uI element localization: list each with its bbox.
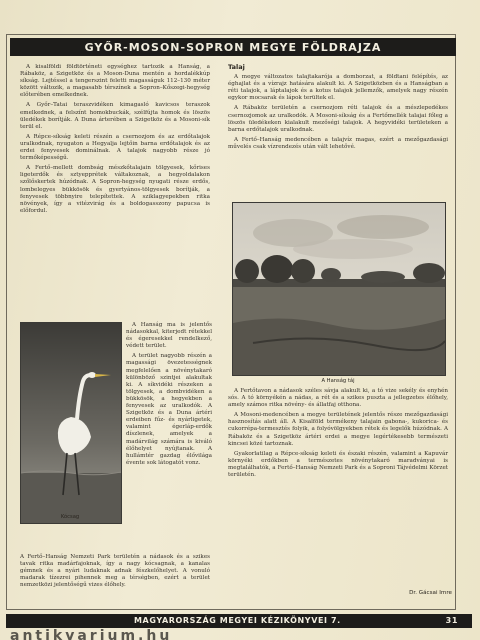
author-signature: Dr. Gácsai Imre xyxy=(409,590,452,596)
left-column xyxy=(20,64,210,218)
page-footer xyxy=(6,614,472,628)
right-paragraph: A megye változatos talajtakarója a domborzat, a földtani felépítés, az éghajlat és a vízrajz hatására alakult ki. A Szigetközben és a Hanságban a réti talajok, a láptalajok és a kotus talajok jellemzők, amelyek nagy részén egykor mocsarak és lápok terültek el. xyxy=(228,74,448,102)
bottom-paragraph: A Fertő–Hanság Nemzeti Park területén a nádasok és a szikes tavak ritka madárfajoknak, így a nagy kócsagnak, a kanalas gémnek és a nyári ludaknak adnak fészkelőhelyet. A vonuló madarak tízezrei pihennek meg a térségben, ezért a terület nemzetközi jelentőségű vizes élőhely. xyxy=(20,554,210,589)
wrap-paragraph: A terület nagyobb részén a magassági övezetességnek megfelelően a növénytakaró különböző szintjei alakultak ki. A síkvidéki részeken a tölgyesek, a dombvidéken a bükkösök, a hegyekben a fenyvesek az uralkodók. A Szigetköz és a Duna ártéri erdeiben fűz- és nyárligetek, valamint égerláp-erdők díszlenek, amelyek a madárvilág számára is kiváló élőhelyet nyújtanak. A hullámtér gazdag élővilága évente sok látogatót vonz. xyxy=(126,353,212,466)
left-paragraph: A Répce-síkság keleti részén a csernozjom és az erdőtalajok uralkodnak, nyugaton a Hegyalja lejtőin barna erdőtalajok és az erdei fenyvesek dominálnak. A talajok nagyobb része jó termőképességű. xyxy=(20,133,210,162)
right-paragraph: A Fertő–Hanság medencében a talajvíz magas, ezért a mezőgazdasági művelés csak vízrendezés után vált lehetővé. xyxy=(228,136,448,150)
egret-caption: Kócsag xyxy=(60,514,80,520)
page-number: 31 xyxy=(445,616,458,625)
left-paragraph: A kisalföldi földtörténeti egységhez tartozik a Hanság, a Rábaköz, a Szigetköz és a Moson-Duna mentén a hordalékkúp síkság. Lejtéssel a tengerszint feletti magasságuk 112–130 méter között változik, a magasabb térszínek a Sopron–Kőszegi-hegység előterében emelkednek. xyxy=(20,64,210,99)
field-photo xyxy=(232,202,446,376)
page-header xyxy=(10,38,456,56)
right-paragraph: Gyakorlatilag a Répce-síkság keleti és északi részén, valamint a Kapuvár környéki erdőkben a természetes növénytakaró maradványai is megtalálhatók, a Fertő–Hanság Nemzeti Park és a Soproni Tájvédelmi Körzet területén. xyxy=(228,450,448,479)
right-paragraph: A Mosoni-medencében a megye területének jelentős része mezőgazdasági hasznosítás alatt áll. A Kisalföld termékeny talajain gabona-, kukorica- és cukorrépa-termesztés folyik, a folyóvölgyekben rétek és legelők húzódnak. A Rábaköz és a Szigetköz ártéri erdei a megye legértékesebb természeti kincsei közé tartoznak. xyxy=(228,412,448,447)
bottom-left-text xyxy=(20,554,210,589)
wrap-column xyxy=(126,322,212,470)
wrap-paragraph: A Hanság ma is jelentős nádasokkal, kiterjedt rétekkel és égeresekkel rendelkező, védett terület. xyxy=(126,322,212,350)
right-column xyxy=(228,64,448,154)
field-caption: A Hanság táj xyxy=(321,378,355,384)
right-paragraph: A Rábaköz területén a csernozjom réti talajok és a mészlepedékes csernozjomok az uralkodók. A Mosoni-síkság és a Fertőmellék talajai főleg a löszös üledékeken kialakult mezőségi talajok. A hegyvidéki területeken a barna erdőtalajok uralkodnak. xyxy=(228,105,448,133)
page-title: GYŐR-MOSON-SOPRON MEGYE FÖLDRAJZA xyxy=(84,40,382,54)
footer-title: MAGYARORSZÁG MEGYEI KÉZIKÖNYVEI 7. xyxy=(134,616,341,625)
section-heading: Talaj xyxy=(228,63,245,71)
watermark-text: antikvarium.hu xyxy=(10,628,173,640)
right-column-lower xyxy=(228,388,448,482)
egret-photo xyxy=(20,322,122,524)
field-illustration xyxy=(233,203,445,375)
left-paragraph: A Fertő–mellett dombság mészkőtalajain tölgyesek, kőrises ligeterdők és sztyepprétek váltakoznak, a hegyoldalakon szőlőskertek húzódnak. A Sopron-hegység nyugati része erdős, lombelegyes bükkösök és gyertyános-tölgyesek borítják, a fenyvesek többnyire telepítettek. A sziklagyepekben ritka növények, így a vitézvirág és a boldogasszony papucsa is előfordul. xyxy=(20,165,210,214)
left-paragraph: A Győr–Tatai teraszvidéken kimagasló kavicsos teraszok emelkednek, a felszínt homokbuckák, szélfújta homok és löszös üledékek borítják. A Duna árterében a Szigetköz és a Mosoni-sík terül el. xyxy=(20,102,210,130)
right-paragraph: A Fertőtavon a nádasok széles sávja alakult ki, a tó vize sekély és enyhén sós. A tó környékén a nádas, a rét és a szikes puszta a jellegzetes élőhely, amely számos ritka növény- és állatfaj otthona. xyxy=(228,388,448,409)
egret-illustration xyxy=(21,323,121,523)
